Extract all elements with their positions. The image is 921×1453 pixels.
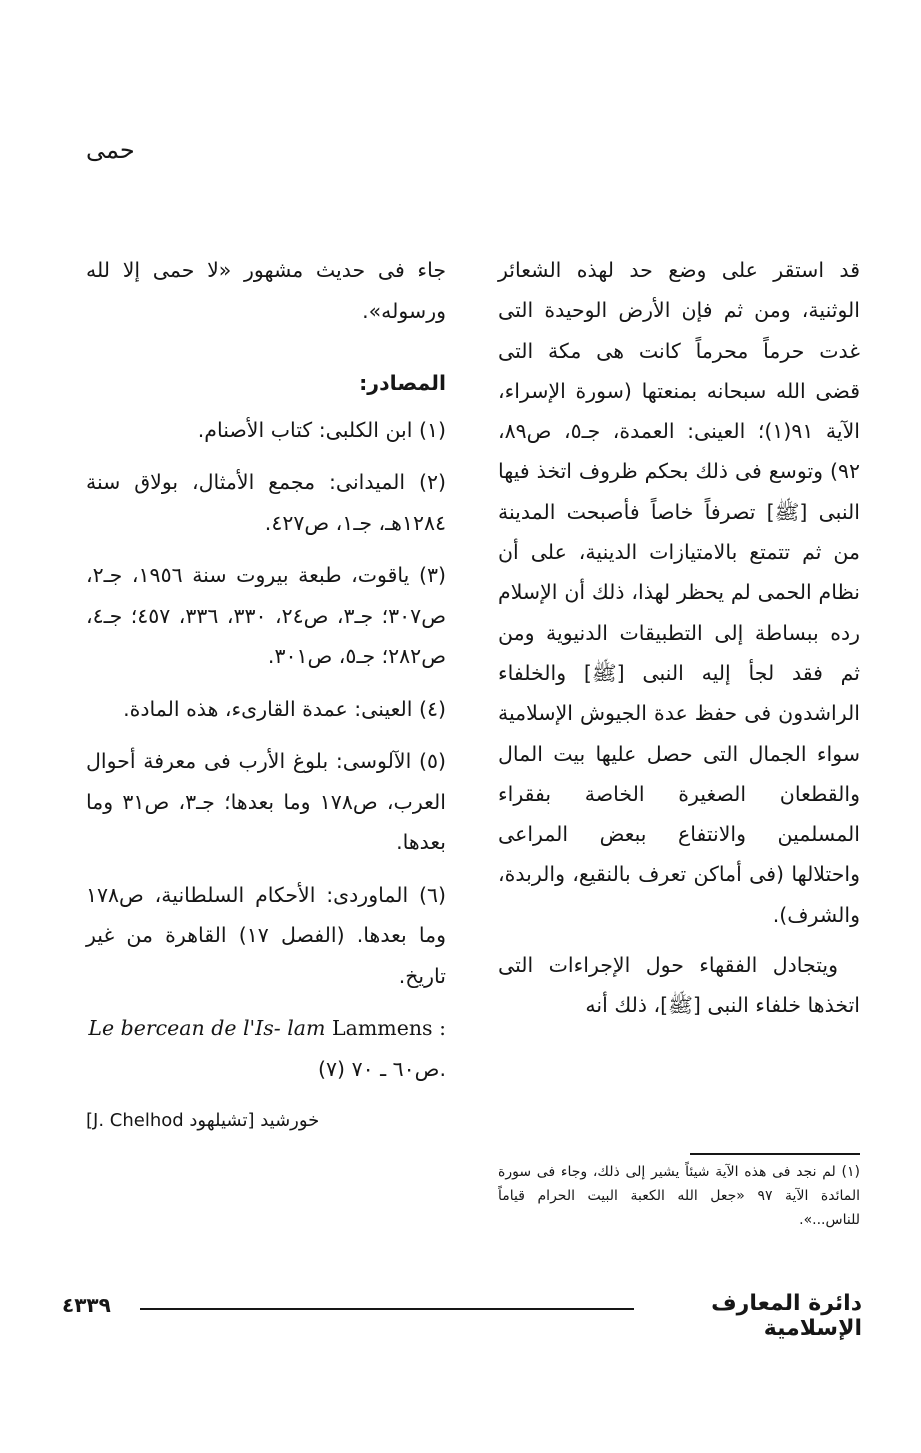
source-item-6: (٦) الماوردى: الأحكام السلطانية، ص١٧٨ وما بعدها. (الفصل ١٧) القاهرة من غير تاريخ.: [86, 882, 446, 988]
footer-page-number: ٤٣٣٩: [62, 1293, 111, 1317]
hadith-intro: جاء فى حديث مشهور «لا حمى إلا لله ورسوله».: [86, 258, 446, 323]
source-7-number: (٧): [318, 1056, 346, 1081]
body-paragraph-2: ويتجادل الفقهاء حول الإجراءات التى اتخذها خلفاء النبى [ﷺ]، ذلك أنه: [498, 953, 860, 1018]
footnote: (١) لم نجد فى هذه الآية شيئاً يشير إلى ذلك، وجاء فى سورة المائدة الآية ٩٧ «جعل الله الكعبة البيت الحرام قياماً للناس...».: [498, 1164, 860, 1228]
source-item-2: (٢) الميدانى: مجمع الأمثال، بولاق سنة ١٢٨٤هـ، جـ١، ص٤٢٧.: [86, 470, 446, 535]
source-7-author: Lammens :: [332, 1016, 446, 1040]
footer-rule: [140, 1308, 634, 1310]
source-7-title: Le bercean de l'Is- lam: [88, 1016, 326, 1040]
footer-publication-title: دائرة المعارف الإسلامية: [711, 1291, 862, 1341]
source-item-5: (٥) الآلوسى: بلوغ الأرب فى معرفة أحوال العرب، ص١٧٨ وما بعدها؛ جـ٣، ص٣١ وما بعدها.: [86, 749, 446, 854]
source-item-7: [86, 1008, 446, 1089]
source-item-3: (٣) ياقوت، طبعة بيروت سنة ١٩٥٦، جـ٢، ص٣٠٧؛ جـ٣، ص٢٤، ٣٣٠، ٣٣٦، ٤٥٧؛ جـ٤، ص٢٨٢؛ جـ٥، ص٣٠١.: [86, 563, 446, 668]
author-signature: خورشيد [تشيلهود J. Chelhod]: [86, 1110, 320, 1131]
source-7-pages: ص٦٠ ـ ٧٠.: [351, 1056, 446, 1081]
left-text-column: [86, 250, 446, 1142]
entry-header-word: حمى: [86, 136, 135, 164]
body-paragraph-1: قد استقر على وضع حد لهذه الشعائر الوثنية، ومن ثم فإن الأرض الوحيدة التى غدت حرماً محرماً كانت هى مكة التى قضى الله سبحانه بمنعتها (سورة الإسراء، الآية ٩١(١)؛ العينى: العمدة، جـ٥، ص٨٩، ٩٢) وتوسع فى ذلك بحكم ظروف اتخذ فيها النبى [ﷺ] تصرفاً خاصاً فأصبحت المدينة من ثم تتمتع بالامتيازات الدينية، على أن نظام الحمى لم يحظر لهذا، ذلك أن الإسلام رده ببساطة إلى التطبيقات الدنيوية ومن ثم فقد لجأ إليه النبى [ﷺ] والخلفاء الراشدون فى حفظ عدة الجيوش الإسلامية سواء الجمال التى حصل عليها بيت المال والقطعان الصغيرة الخاصة بفقراء المسلمين والانتفاع ببعض المراعى واحتلالها (فى أماكن تعرف بالنقيع، والربدة، والشرف).: [498, 258, 860, 927]
footnote-divider: [690, 1153, 860, 1155]
right-text-column: [498, 250, 860, 1026]
source-item-1: (١) ابن الكلبى: كتاب الأصنام.: [197, 417, 446, 442]
source-item-4: (٤) العينى: عمدة القارىء، هذه المادة.: [123, 696, 446, 721]
sources-heading: المصادر:: [359, 371, 446, 395]
